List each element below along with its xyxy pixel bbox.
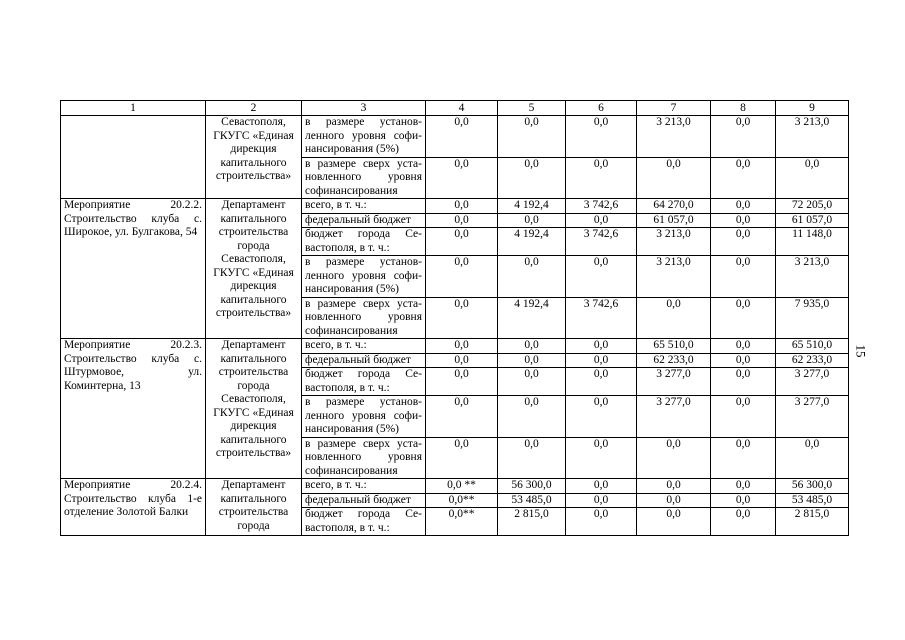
executor-line: дирекция [230,280,277,292]
value-cell: 7 935,0 [776,297,849,339]
executor-cell [206,116,302,199]
value-cell: 0,0 [637,297,711,339]
value-cell: 0,0 [711,339,776,354]
column-header: 5 [498,101,566,116]
value-cell: 72 205,0 [776,199,849,214]
event-cell [61,116,206,199]
source-cell: бюджет города Се-вастополя, в т. ч.: [302,228,426,256]
value-cell: 61 057,0 [637,213,711,228]
value-cell: 0,0 [498,116,566,158]
value-cell: 56 300,0 [498,479,566,494]
value-cell: 0,0 [711,368,776,396]
value-cell: 3 213,0 [637,116,711,158]
column-header: 9 [776,101,849,116]
value-cell: 0,0 [498,157,566,199]
value-cell: 0,0 [426,256,498,298]
value-cell: 61 057,0 [776,213,849,228]
value-cell: 0,0 [498,396,566,438]
executor-line: Департамент [221,339,286,351]
value-cell: 0,0 [566,157,637,199]
value-cell: 0,0 [566,339,637,354]
value-cell: 0,0 [426,157,498,199]
source-cell: федеральный бюджет [302,213,426,228]
header-row [61,101,849,116]
executor-cell [206,479,302,536]
page-number: 15 [853,344,869,358]
value-cell: 0,0 [711,157,776,199]
executor-line: строительства [218,226,289,238]
executor-line: Севастополя, [221,253,286,265]
executor-line: дирекция [230,420,277,432]
executor-line: капитального [220,212,287,225]
value-cell: 0,0 [711,228,776,256]
value-cell: 3 742,6 [566,228,637,256]
value-cell: 0,0 [711,493,776,508]
value-cell: 4 192,4 [498,297,566,339]
source-cell: бюджет города Се-вастополя, в т. ч.: [302,368,426,396]
value-cell: 0,0 [637,493,711,508]
value-cell: 0,0 [426,297,498,339]
value-cell: 0,0 [711,508,776,536]
event-cell: Мероприятие 20.2.2. Строительство клуба с. Широкое, ул. Булгакова, 54 [61,199,206,339]
value-cell: 3 277,0 [776,396,849,438]
executor-line: капитального [220,352,287,365]
column-header: 2 [206,101,302,116]
executor-cell [206,199,302,339]
value-cell: 0,0 [637,479,711,494]
value-cell: 62 233,0 [776,353,849,368]
executor-line: города [237,379,270,392]
value-cell: 2 815,0 [776,508,849,536]
value-cell: 0,0 [426,116,498,158]
table-row [61,339,849,354]
source-cell: в размере установ-ленного уровня софи-нансирования (5%) [302,256,426,298]
value-cell: 0,0 ** [426,479,498,494]
value-cell: 0,0 [498,256,566,298]
column-header: 6 [566,101,637,116]
value-cell: 3 213,0 [776,116,849,158]
value-cell: 0,0** [426,508,498,536]
value-cell: 0,0 [566,213,637,228]
executor-line: капитального [220,492,287,505]
table-row [61,479,849,494]
column-header: 7 [637,101,711,116]
value-cell: 0,0** [426,493,498,508]
executor-line: строительства» [215,170,292,182]
value-cell: 3 277,0 [637,396,711,438]
executor-line: дирекция [230,143,277,155]
table-row [61,199,849,214]
value-cell: 0,0 [426,437,498,479]
source-cell: в размере сверх уста-новленного уровня софинансирования [302,297,426,339]
value-cell: 0,0 [711,213,776,228]
value-cell: 0,0 [711,479,776,494]
executor-line: строительства [218,506,289,518]
value-cell: 0,0 [566,479,637,494]
executor-line: города [237,519,270,532]
source-cell: в размере установ-ленного уровня софи-нансирования (5%) [302,396,426,438]
value-cell: 65 510,0 [776,339,849,354]
value-cell: 0,0 [498,339,566,354]
source-cell: всего, в т. ч.: [302,339,426,354]
value-cell: 11 148,0 [776,228,849,256]
table-row [61,116,849,158]
value-cell: 0,0 [426,213,498,228]
event-cell: Мероприятие 20.2.3. Строительство клуба с. Штурмовое, ул. Коминтерна, 13 [61,339,206,479]
value-cell: 0,0 [637,157,711,199]
executor-line: капитального [220,156,287,169]
value-cell: 0,0 [711,297,776,339]
value-cell: 3 277,0 [776,368,849,396]
value-cell: 0,0 [711,256,776,298]
value-cell: 0,0 [711,353,776,368]
value-cell: 0,0 [776,157,849,199]
value-cell: 3 742,6 [566,297,637,339]
value-cell: 3 742,6 [566,199,637,214]
value-cell: 0,0 [498,213,566,228]
source-cell: бюджет города Се-вастополя, в т. ч.: [302,508,426,536]
executor-cell [206,339,302,479]
column-header: 8 [711,101,776,116]
column-header: 4 [426,101,498,116]
value-cell: 0,0 [566,396,637,438]
source-cell: в размере сверх уста-новленного уровня софинансирования [302,437,426,479]
column-header: 1 [61,101,206,116]
value-cell: 2 815,0 [498,508,566,536]
funding-table [60,100,849,536]
source-cell: федеральный бюджет [302,353,426,368]
value-cell: 0,0 [498,437,566,479]
value-cell: 0,0 [566,493,637,508]
value-cell: 0,0 [426,339,498,354]
value-cell: 0,0 [711,437,776,479]
executor-line: капитального [220,433,287,446]
value-cell: 0,0 [426,368,498,396]
value-cell: 0,0 [711,116,776,158]
executor-line: Севастополя, [221,393,286,405]
executor-line: ГКУГС «Единая [213,406,294,419]
value-cell: 3 277,0 [637,368,711,396]
executor-line: Департамент [221,199,286,211]
executor-line: строительства [218,366,289,378]
value-cell: 0,0 [711,199,776,214]
value-cell: 0,0 [566,116,637,158]
executor-line: строительства» [215,447,292,459]
value-cell: 0,0 [426,353,498,368]
value-cell: 56 300,0 [776,479,849,494]
value-cell: 0,0 [776,437,849,479]
executor-line: капитального [220,293,287,306]
executor-line: ГКУГС «Единая [213,266,294,279]
value-cell: 0,0 [637,437,711,479]
source-cell: в размере сверх уста-новленного уровня софинансирования [302,157,426,199]
value-cell: 64 270,0 [637,199,711,214]
executor-line: ГКУГС «Единая [213,129,294,142]
value-cell: 0,0 [498,353,566,368]
value-cell: 0,0 [566,368,637,396]
value-cell: 65 510,0 [637,339,711,354]
value-cell: 53 485,0 [776,493,849,508]
executor-line: города [237,239,270,252]
executor-line: Севастополя, [221,116,286,128]
value-cell: 3 213,0 [637,256,711,298]
value-cell: 0,0 [711,396,776,438]
value-cell: 4 192,4 [498,199,566,214]
value-cell: 0,0 [566,256,637,298]
column-header: 3 [302,101,426,116]
value-cell: 0,0 [566,437,637,479]
executor-line: строительства» [215,307,292,319]
source-cell: всего, в т. ч.: [302,479,426,494]
value-cell: 0,0 [426,199,498,214]
value-cell: 0,0 [566,353,637,368]
source-cell: федеральный бюджет [302,493,426,508]
executor-line: Департамент [221,479,286,491]
source-cell: всего, в т. ч.: [302,199,426,214]
value-cell: 4 192,4 [498,228,566,256]
value-cell: 3 213,0 [776,256,849,298]
value-cell: 0,0 [566,508,637,536]
value-cell: 3 213,0 [637,228,711,256]
value-cell: 62 233,0 [637,353,711,368]
value-cell: 0,0 [637,508,711,536]
value-cell: 0,0 [426,228,498,256]
value-cell: 0,0 [426,396,498,438]
source-cell: в размере установ-ленного уровня софи-нансирования (5%) [302,116,426,158]
value-cell: 53 485,0 [498,493,566,508]
event-cell: Мероприятие 20.2.4. Строительство клуба 1-е отделение Золотой Балки [61,479,206,536]
value-cell: 0,0 [498,368,566,396]
